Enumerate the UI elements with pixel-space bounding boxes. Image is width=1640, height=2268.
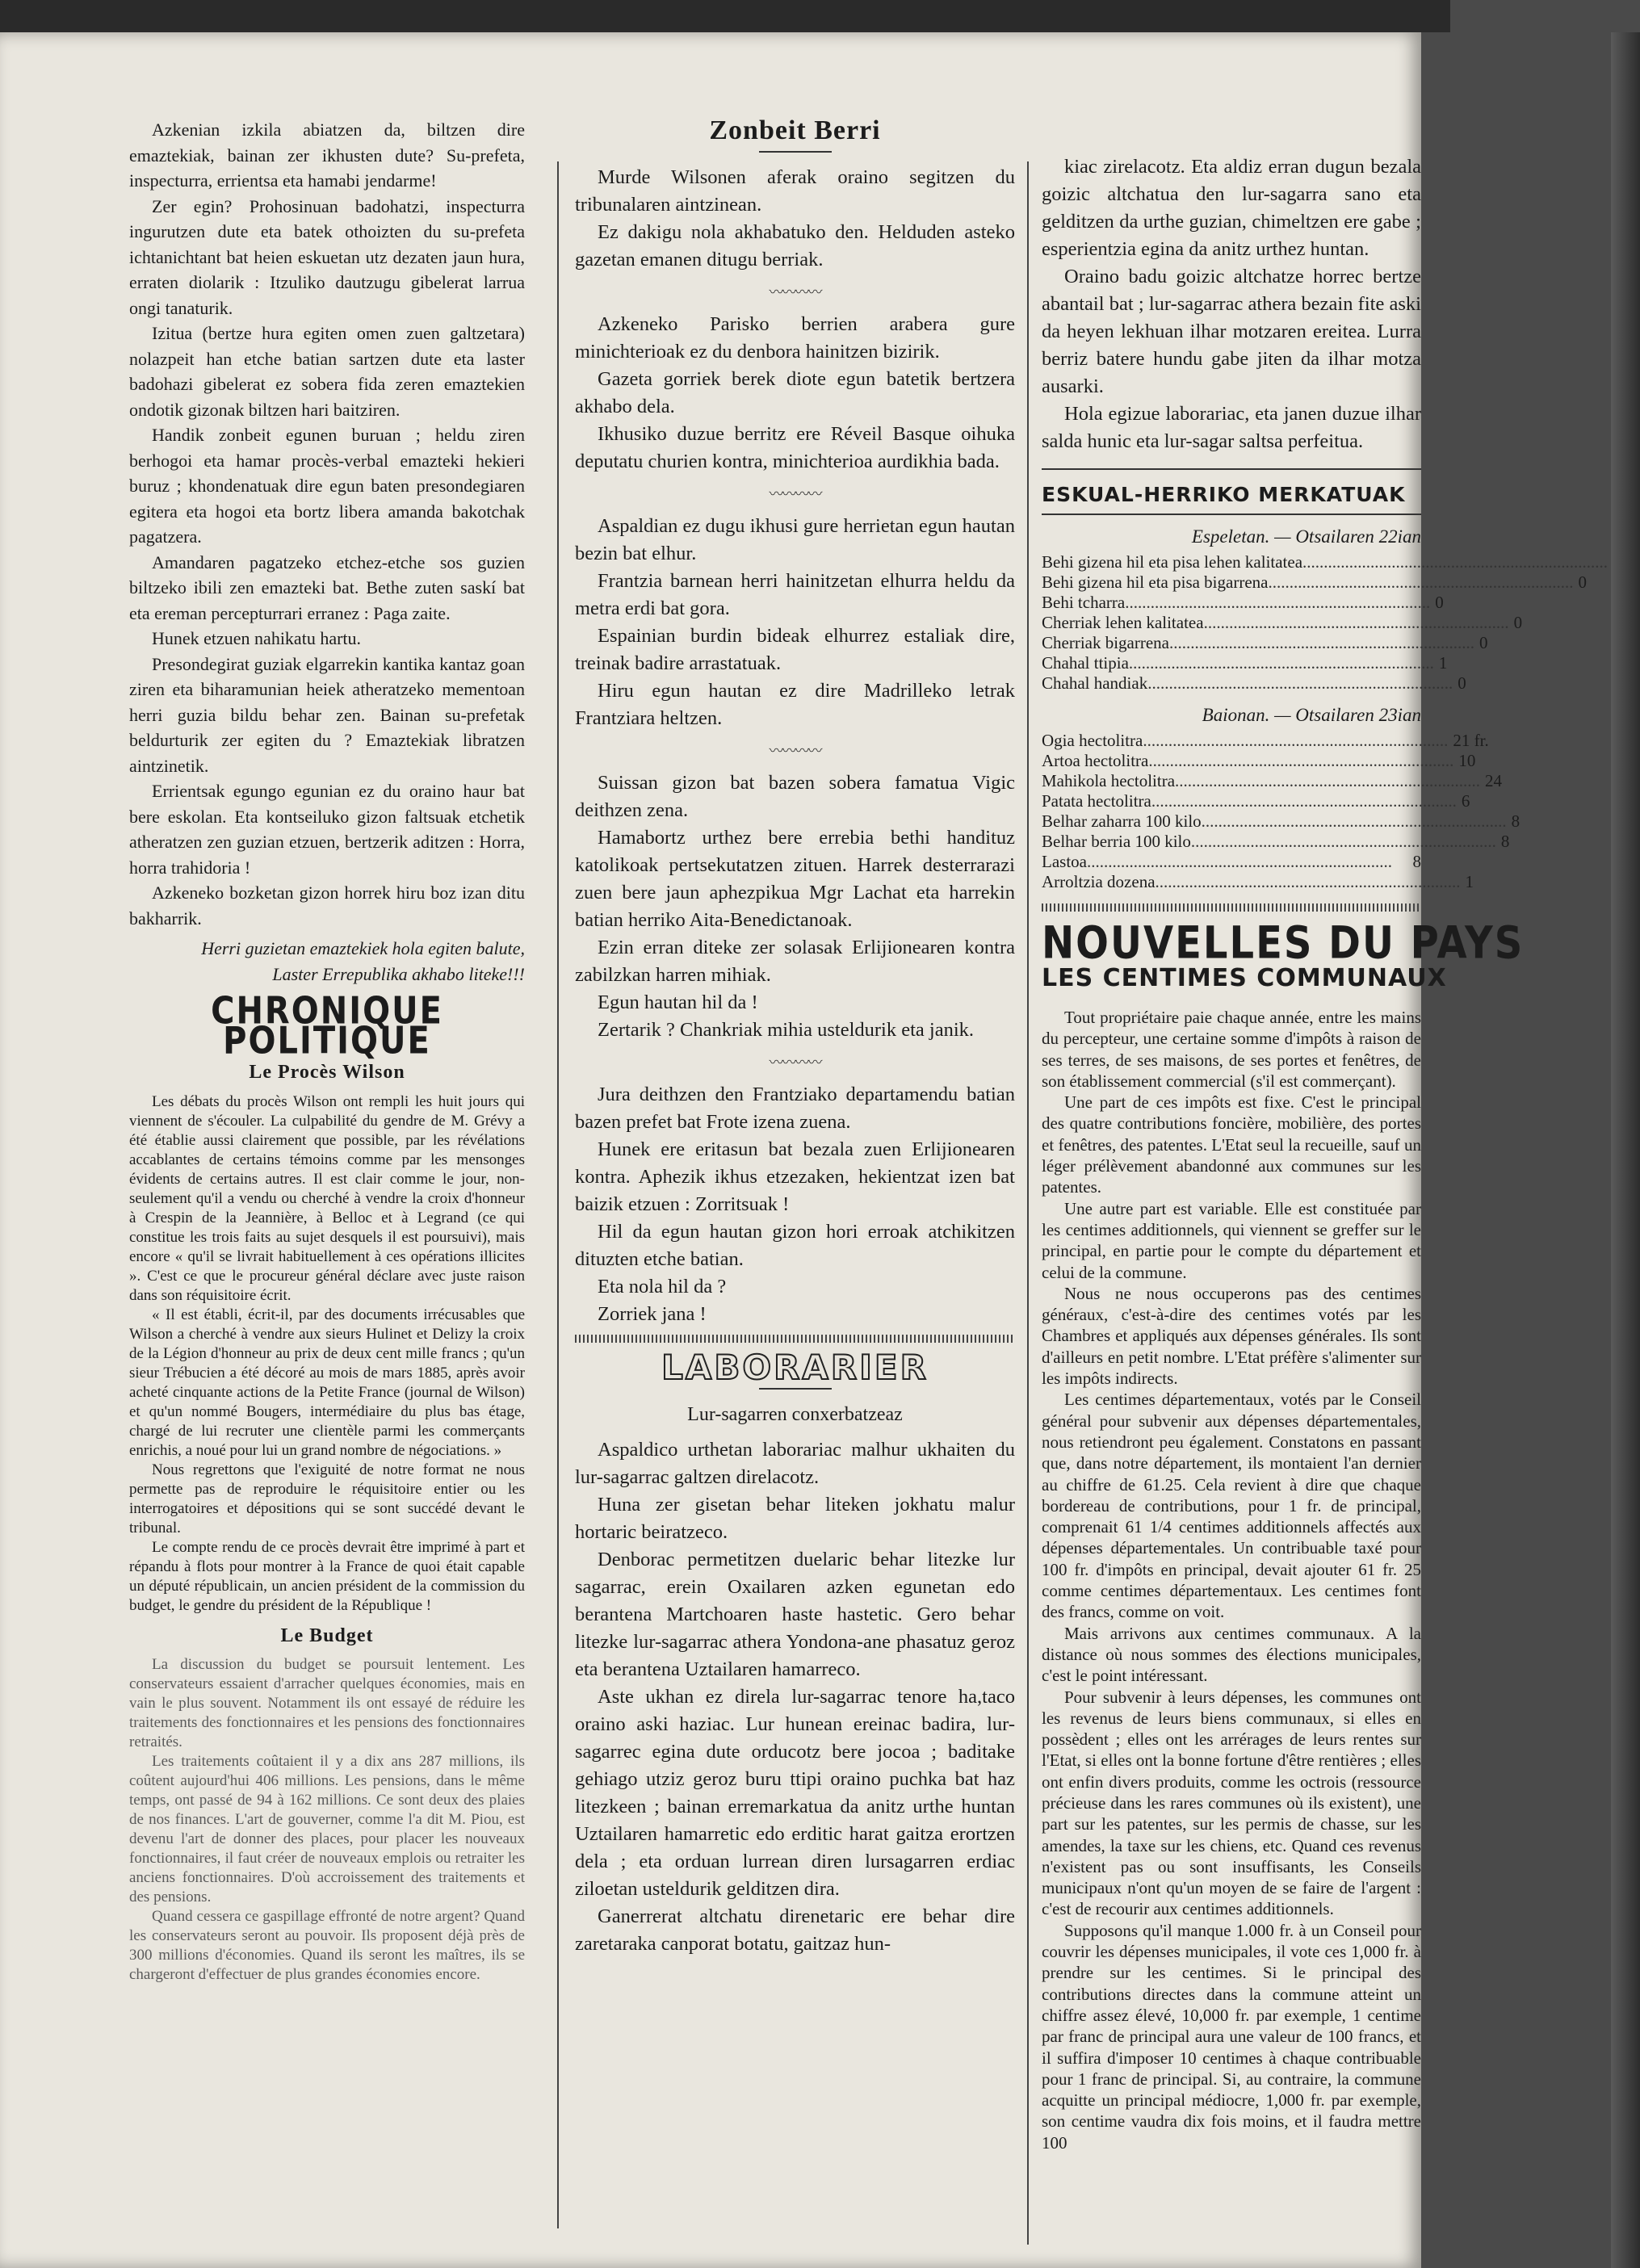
paragraph: Nous regrettons que l'exiguité de notre format ne nous permette pas de reproduire le réquisitoire entier ou les interrogatoires et dépositions qui se sont succédé devant le tribunal. [129,1461,525,1536]
news-paragraphs-5 [575,1081,1015,1328]
intro-paragraphs [129,117,525,931]
leader-dots: ........................................................................ [1268,572,1574,592]
paragraph: Azkeneko bozketan gizon horrek hiru boz izan ditu bakharrik. [129,882,525,929]
market-rule-top [1042,468,1421,470]
paragraph: Oraino badu goizic altchatze horrec bertze abantail bat ; lur-sagarrac athera bezain fite aski da heyen lekhuan ilhar motzaren ereitea. Lurra berriz batere hundu gabe jiten da ilhar motza ausarki. [1042,266,1421,397]
market-item-label: Behi gizena hil eta pisa lehen kalitatea [1042,552,1303,572]
chronique-politique-title: CHRONIQUE POLITIQUE [211,990,443,1063]
market-item-value: 1 [1465,872,1474,891]
top-paragraphs [1042,153,1421,455]
paragraph: La discussion du budget se poursuit lentement. Les conservateurs essaient d'arracher quelques économies, mais en vain le plus souvent. Notamment ils ont essayé de réduire les traitements des fonctionnaires et les pensions des fonctionnaires retraités. [129,1656,525,1750]
paragraph: Zertarik ? Chankriak mihia usteldurik eta janik. [598,1019,975,1041]
paragraph: Huna zer gisetan behar liteken jokhatu malur hortaric beiratzeco. [575,1494,1015,1543]
market-row [1042,633,1488,653]
paragraph: Tout propriétaire paie chaque année, entre les mains du percepteur, une certaine somme d'impôts à raison de ses terres, de ses maisons, de ses portes et fenêtres, de son établissement commercial (s'il est commerçant). [1042,1008,1421,1091]
paragraph: Hiru egun hautan ez dire Madrilleko letrak Frantziara heltzen. [575,680,1015,729]
market-row [1042,811,1520,832]
leader-dots: ........................................................................ [1190,832,1496,851]
news-paragraphs-3 [575,513,1015,732]
market-row [1042,852,1421,872]
scan-top-border [0,0,1450,32]
market-item-value: 8 [1511,811,1520,831]
market-item-label: Belhar berria 100 kilo [1042,832,1191,851]
paragraph: Egun hautan hil da ! [598,991,758,1013]
column-divider-1 [557,161,559,2228]
wilson-paragraphs [129,1092,525,1616]
leader-dots: ........................................................................ [1201,811,1507,831]
paragraph: Murde Wilsonen aferak oraino segitzen du tribunalaren aintzinean. [575,166,1015,216]
market-item-value: 10 [1458,751,1476,770]
market-row [1042,572,1587,593]
paragraph: Les traitements coûtaient il y a dix ans 287 millions, ils coûtent aujourd'hui 406 millions. Les pensions, dans le même temps, ont passé de 94 à 162 millions. Ce sont deux des plaies de nos finances. L'art de gouverner, comme l'a dit M. Piou, est devenu l'art de donner des places, pour placer les nouveaux fonctionnaires, il faut créer de nouveaux emplois ou retraiter les anciens fonctionnaires. D'où accroissement des traitements et des pensions. [129,1753,525,1905]
paragraph: Zer egin? Prohosinuan badohatzi, inspecturra ingurutzen dute eta batek othoizten du su-prefeta ichtanichtant bat heien eskuetan utz dezaten jaun hura, erraten diolarik : Itzuliko dautzugu gibelerat larrua ongi tanaturik. [129,195,525,318]
market-item-value: 8 [1412,852,1421,871]
paragraph: Aspaldian ez dugu ikhusi gure herrietan egun hautan bezin bat elhur. [575,515,1015,564]
paragraph: Denborac permetitzen duelaric behar litezke lur sagarrac, erein Oxailaren azken egunetan edo berantena Martchoaren haste hastetic. Gero behar litezke lur-sagarrac athera Yondona-ane phasatuz geroz eta berantena Uztailaren hamarreco. [575,1549,1015,1680]
paragraph: « Il est établi, écrit-il, par des documents irrécusables que Wilson a cherché à vendre aux sieurs Hulinet et Delizy la croix de la Légion d'honneur au prix de deux cent mille francs ; qu'un sieur Trébucien a été décoré au mois de mars 1885, après avoir acheté cinquante actions de la Petite France (journal de Wilson) et qu'un nommé Bougers, intermédiaire du plus bas étage, chargé de lui recruter une clientèle parmi les commerçants enrichis, a noué pour lui un grand nombre de négociations. » [129,1306,525,1459]
market-row [1042,673,1466,694]
laborarier-paragraphs [575,1436,1015,1958]
market-row [1042,613,1523,633]
paragraph: Hunek ere eritasun bat bezala zuen Erlijionearen kontra. Aphezik ikhus etzezaken, hekientzat izen bat baizik etzuen : Zorritsuak ! [575,1138,1015,1215]
centimes-paragraphs [1042,1007,1421,2153]
market-rule [1042,514,1421,515]
market-row [1042,832,1510,852]
paragraph: Le compte rendu de ce procès devrait être imprimé à part et répandu à flots pour montrer à la France de quoi était capable un député républicain, un ancien président de la commission du budget, le gendre du président de la République ! [129,1538,525,1614]
paragraph: Une autre part est variable. Elle est constituée par les centimes additionnels, qui viennent se greffer sur le principal, en partie pour le compte du département et celui de la commune. [1042,1198,1421,1282]
news-paragraphs-1 [575,164,1015,274]
laborarier-subtitle: Lur-sagarren conxerbatzeaz [687,1404,903,1425]
paragraph: Ikhusiko duzue berritz ere Réveil Basque oihuka deputatu churien kontra, minichterioa aurdikhia bada. [575,423,1015,472]
scan-right-border [1611,32,1640,2268]
espeletan-heading: Espeletan. — Otsailaren 22ian [1191,526,1421,547]
market-item-value: 0 [1435,593,1444,612]
market-title: ESKUAL-HERRIKO MERKATUAK [1042,483,1406,506]
centimes-communaux-title: LES CENTIMES COMMUNAUX [1042,964,1447,992]
laborarier-rule [759,1388,832,1390]
zonbeit-berri-title: Zonbeit Berri [709,115,881,145]
market-item-label: Artoa hectolitra [1042,751,1149,770]
leader-dots: ........................................................................ [1203,613,1509,632]
leader-dots: ........................................................................ [1148,751,1454,770]
market-row [1042,653,1448,673]
leader-dots: ........................................................................ [1175,771,1481,790]
market-item-label: Arroltzia dozena [1042,872,1156,891]
market-item-label: Lastoa [1042,852,1087,871]
paragraph: Mais arrivons aux centimes communaux. A la distance où nous sommes des élections municipales, c'est le point intéressant. [1042,1623,1421,1686]
separator-3: 〰〰〰〰 [769,743,821,759]
market-item-value: 1 [1438,653,1448,673]
paragraph: Hil da egun hautan gizon hori erroak atchikitzen dituzten etche batian. [575,1221,1015,1270]
separator-1: 〰〰〰〰 [769,284,821,300]
baionan-heading: Baionan. — Otsailaren 23ian [1202,705,1421,725]
budget-heading: Le Budget [280,1624,374,1646]
market-row [1042,552,1609,572]
market-row [1042,731,1489,751]
wilson-heading: Le Procès Wilson [249,1062,405,1083]
market-row [1042,872,1474,892]
market-item-label: Patata hectolitra [1042,791,1151,811]
market-item-value: 0 [1513,613,1523,632]
title-rule [759,151,832,153]
section-separator-right [1042,903,1421,912]
paragraph: Une part de ces impôts est fixe. C'est le principal des quatre contributions foncière, mobilière, des portes et fenêtres, des patentes. L'Etat seul la recueille, sauf un léger prélèvement abandonné aux communes sur les patentes. [1042,1092,1421,1197]
paragraph: Aste ukhan ez direla lur-sagarrac tenore ha,taco oraino aski haziac. Lur hunean ereinac badira, lur-sagarrec egina dute orducotz bere jocoa ; baditake gehiago utziz geroz buru ttipi oraino puchka bat haz litezkeen ; bainan erremarkatua da anitz urthe huntan Uztailaren hamarretic edo erditic harat gaitza erortzen dela ; eta orduan lurrean diren lursagarren erdiac ziloetan usteldurik gelditzen dira. [575,1686,1015,1900]
market-item-label: Chahal handiak [1042,673,1148,693]
closing-line-2: Laster Errepublika akhabo liteke!!! [272,963,525,984]
paragraph: kiac zirelacotz. Eta aldiz erran dugun bezala goizic altchatua den lur-sagarra sano eta gelditzen da urthe guzian, chimeltzen ere gabe ; esperientzia egina da anitz urthez huntan. [1042,156,1421,260]
paragraph: Azkeneko Parisko berrien arabera gure minichterioak ez du denbora hainitzen bizirik. [575,313,1015,363]
paragraph: Hola egizue laborariac, eta janen duzue ilhar salda hunic eta lur-sagar saltsa perfeitua. [1042,403,1421,452]
leader-dots: ........................................................................ [1086,852,1392,871]
nouvelles-du-pays-title: NOUVELLES DU PAYS [1042,916,1525,970]
market-item-value: 0 [1479,633,1488,652]
leader-dots: ........................................................................ [1147,673,1453,693]
market-item-label: Behi tcharra [1042,593,1126,612]
market-item-label: Mahikola hectolitra [1042,771,1176,790]
leader-dots: ........................................................................ [1143,731,1449,750]
paragraph: Aspaldico urthetan laborariac malhur ukhaiten du lur-sagarrac galtzen direlacotz. [575,1439,1015,1488]
market-row [1042,751,1476,771]
leader-dots: ........................................................................ [1169,633,1475,652]
paragraph: Les centimes départementaux, votés par le Conseil général pour subvenir aux dépenses départementales, nous retiendront peu également. Constatons en passant que, dans notre département, ils montaient l'an dernier au chiffre de 61.25. Cela revient à dire que chaque bordereau de contributions, pour 1 fr. de principal, comprenait 61 1/4 centimes additionnels affectés aux dépenses départementales. Un contribuable taxé pour 100 fr. d'impôts en principal, devait ajouter 61 fr. 25 comme centimes départementaux. Les centimes font des francs, comme on voit. [1042,1390,1421,1622]
paragraph: Eta nola hil da ? [598,1276,727,1297]
paragraph: Ezin erran diteke zer solasak Erlijionearen kontra zabilzkan harren mihiak. [575,937,1015,986]
paragraph: Amandaren pagatzeko etchez-etche sos guzien biltzeko ibili zen emazteki bat. Bethe zuten saskí bat eta ereman percepturrari erranez : Paga zaite. [129,551,525,623]
market-row [1042,791,1470,811]
paragraph: Pour subvenir à leurs dépenses, les communes ont les revenus de leurs biens communaux, si elles en possèdent ; elles ont les arrérages de leurs rentes sur l'Etat, si elles ont la bonne fortune d'être rentières ; elles ont enfin divers produits, comme les octrois (ressource précieuse dans les rares communes où ils existent), une part sur les patentes, sur les permis de chasse, sur les amendes, la taxe sur les chiens, etc. Quand ces revenus n'existent pas ou sont insuffisants, les Conseils municipaux n'ont qu'un moyen de se faire de l'argent : c'est de recourir aux centimes additionnels. [1042,1687,1421,1919]
column-left [129,117,525,1985]
market-item-label: Cherriak lehen kalitatea [1042,613,1204,632]
paragraph: Ganerrerat altchatu direnetaric ere behar dire zaretaraka canporat botatu, gaitzaz hun- [575,1905,1015,1955]
espeletan-table [1042,552,1609,694]
paragraph: Quand cessera ce gaspillage effronté de notre argent? Quand les conservateurs seront au pouvoir. Ils proposent déjà près de 300 millions d'économies. Quand ils seront les maîtres, ils se chargeront d'effectuer de plus grandes économies encore. [129,1908,525,1983]
market-item-label: Cherriak bigarrena [1042,633,1170,652]
paragraph: Jura deithzen den Frantziako departamendu batian bazen prefet bat Frote izena zuena. [575,1084,1015,1133]
leader-dots: ........................................................................ [1125,593,1431,612]
paragraph: Hunek etzuen nahikatu hartu. [152,628,362,648]
paragraph: Gazeta gorriek berek diote egun batetik bertzera akhabo dela. [575,368,1015,417]
paragraph: Les débats du procès Wilson ont rempli les huit jours qui viennent de s'écouler. La culpabilité du gendre de M. Grévy a été établie aussi clairement que possible, par les révélations accablantes de certains témoins comme par les mensonges évidents de certains autres. Il est clair comme le jour, non-seulement qu'il a vendu ou cherché à vendre la croix d'honneur à Crespin de la Jeannière, à Belloc et à Legrand (ce qui constitue les trois faits au sujet desquels il est poursuivi), mais encore « qu'il se livrait habituellement à ces opérations illicites ». C'est ce que le procureur général déclare avec juste raison dans son réquisitoire écrit. [129,1092,525,1304]
market-item-label: Behi gizena hil eta pisa bigarrena [1042,572,1269,592]
newspaper-page [0,32,1609,2268]
budget-paragraphs [129,1655,525,1985]
market-item-label: Ogia hectolitra [1042,731,1143,750]
leader-dots: ........................................................................ [1155,872,1461,891]
paragraph: Izitua (bertze hura egiten omen zuen galtzetara) nolazpeit han etche batian sartzen dute eta laster badohazi gibelerat ez sobera fida zeren emaztekien ondotik gizonak biltzen hari baitziren. [129,323,525,420]
column-right [1042,153,1609,2153]
section-separator [575,1335,1015,1343]
market-item-value: 0 [1458,673,1466,693]
market-row [1042,593,1444,613]
separator-2: 〰〰〰〰 [769,486,821,502]
separator-4: 〰〰〰〰 [769,1054,821,1071]
baionan-table [1042,731,1520,892]
leader-dots: ........................................................................ [1302,552,1609,572]
paragraph: Errientsak egungo egunian ez du oraino haur bat bere eskolan. Eta kontseiluko gizon faltsuak etchetik atheratzen zen guzian etzuen, bertzerik aditzen : Horra, horra trahidoria ! [129,781,525,878]
column-divider-2 [1027,161,1029,2245]
column-middle [575,117,1015,1958]
news-paragraphs-2 [575,311,1015,476]
leader-dots: ........................................................................ [1128,653,1434,673]
paragraph: Nous ne nous occuperons pas des centimes généraux, c'est-à-dire des centimes votés par les Chambres et appliqués aux dépenses générales. Ils sont d'ailleurs en petit nombre. L'Etat préfère s'alimenter sur les impôts indirects. [1042,1283,1421,1389]
paragraph: Hamabortz urthez bere errebia bethi handituz katolikoak pertsekutatzen zituen. Harrek desterrarazi zuen bere jaun aphezpikua Mgr Lachat eta harrekin batian herriko Aita-Benedictanoak. [575,827,1015,931]
paragraph: Ez dakigu nola akhabatuko den. Helduden asteko gazetan emanen ditugu berriak. [575,221,1015,270]
paragraph: Handik zonbeit egunen buruan ; heldu ziren berhogoi eta hamar procès-verbal emazteki hekieri buruz ; khondenatuak dire egun baten presondegiaren egitera eta hogoi eta bortz libera amanda bakotchak pagatzera. [129,425,525,547]
news-paragraphs-4 [575,769,1015,1044]
market-item-value: 21 fr. [1453,731,1489,750]
paragraph: Espainian burdin bideak elhurrez estaliak dire, treinak badire arrastatuak. [575,625,1015,674]
market-item-value: 0 [1578,572,1587,592]
market-item-value: 24 [1485,771,1503,790]
paragraph: Frantzia barnean herri hainitzetan elhurra heldu da metra erdi bat gora. [575,570,1015,619]
paragraph: Supposons qu'il manque 1.000 fr. à un Conseil pour couvrir les dépenses municipales, il vote ces 1,000 fr. à prendre sur les centimes. Si le principal des contributions directes dans la commune atteint un chiffre assez élevé, 10,000 fr. par exemple, 1 centime par franc de principal aura une valeur de 100 francs, et il suffira d'imposer 10 centimes à chaque contribuable pour 1 franc de principal. Si, au contraire, la commune acquitte un principal médiocre, 1,000 fr. par exemple, son centime vaudra dix fois moins, et il faudra mettre 100 [1042,1920,1421,2153]
closing-line-1: Herri guzietan emaztekiek hola egiten balute, [201,938,525,958]
laborarier-title: LABORARIER [661,1348,929,1387]
market-item-value: 8 [1500,832,1510,851]
market-row [1042,771,1503,791]
paragraph: Suissan gizon bat bazen sobera famatua Vigic deithzen zena. [575,772,1015,821]
paragraph: Zorriek jana ! [598,1303,707,1325]
market-item-value: 6 [1461,791,1470,811]
market-item-label: Chahal ttipia [1042,653,1129,673]
market-item-label: Belhar zaharra 100 kilo [1042,811,1202,831]
paragraph: Azkenian izkila abiatzen da, biltzen dire emaztekiak, bainan zer ikhusten dute? Su-prefeta, inspecturra, errientsa eta hamabi jendarme! [129,119,525,191]
paragraph: Presondegirat guziak elgarrekin kantika kantaz goan ziren eta biharamunian heiek atheratzeko mementoan herri guzia bildu behar zen. Bainan su-prefetak beldurturik zer egiten du ? Emaztekiak libratzen aintzinetik. [129,653,525,776]
leader-dots: ........................................................................ [1151,791,1457,811]
